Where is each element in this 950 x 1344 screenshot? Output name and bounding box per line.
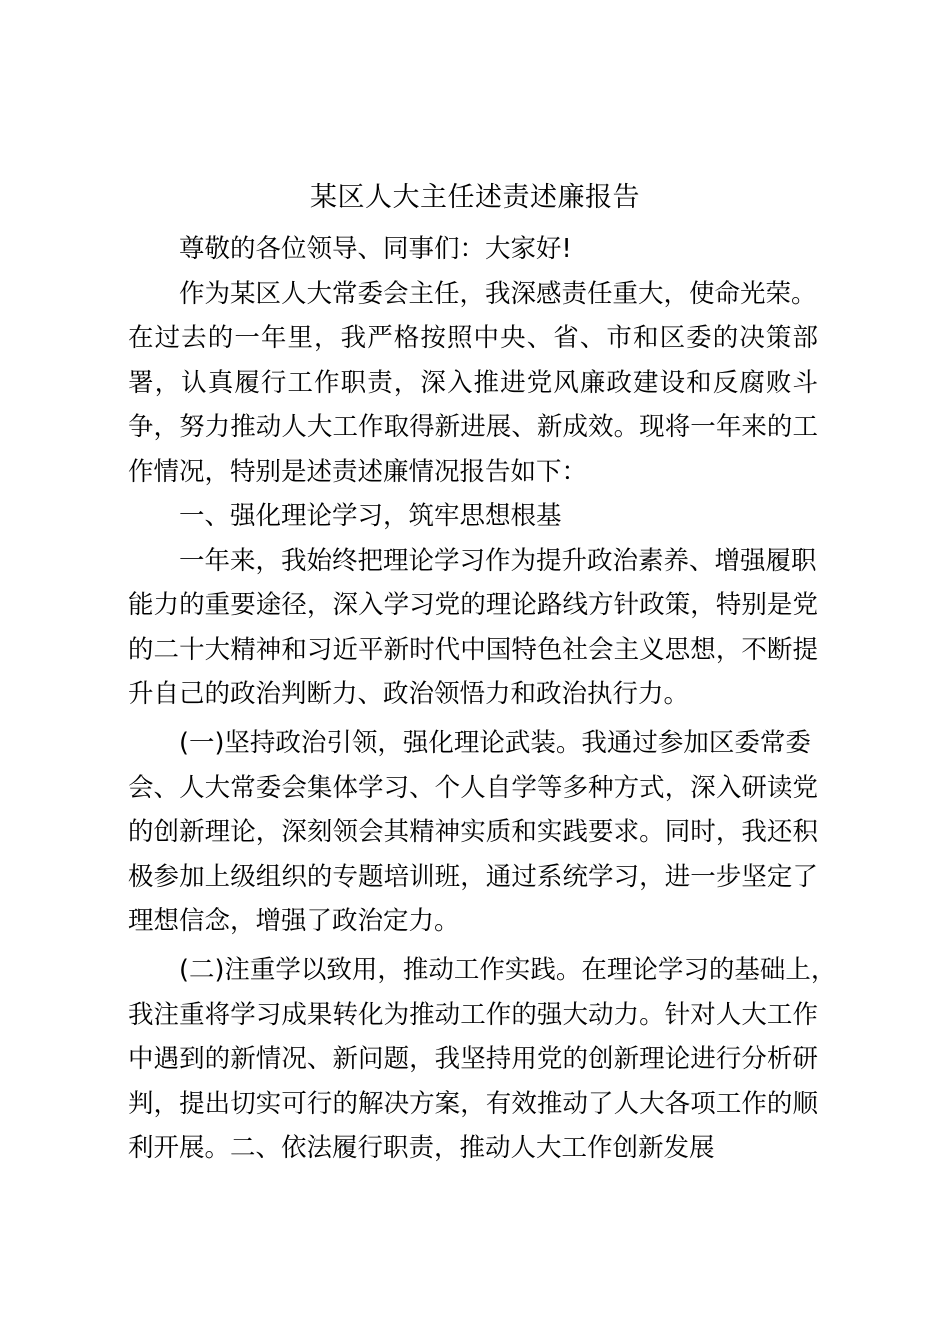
paragraph-line: 署，认真履行工作职责，深入推进党风廉政建设和反腐败斗 xyxy=(128,367,818,398)
section-heading-line: 一、强化理论学习，筑牢思想根基 xyxy=(179,501,562,531)
paragraph-line: 能力的重要途径，深入学习党的理论路线方针政策，特别是党 xyxy=(128,590,818,620)
paragraph-line: 判，提出切实可行的解决方案，有效推动了人大各项工作的顺 xyxy=(128,1088,818,1119)
section-1-paragraph xyxy=(128,539,818,717)
paragraph-line: 一年来，我始终把理论学习作为提升政治素养、增强履职 xyxy=(179,545,817,576)
paragraph-line: 理想信念，增强了政治定力。 xyxy=(128,906,460,936)
document-title: 某区人大主任述责述廉报告 xyxy=(310,182,640,213)
intro-paragraph xyxy=(128,272,818,495)
greeting-paragraph xyxy=(128,227,818,272)
paragraph-line: 争，努力推动人大工作取得新进展、新成效。现将一年来的工 xyxy=(128,412,818,442)
paragraph-line: 升自己的政治判断力、政治领悟力和政治执行力。 xyxy=(128,679,690,709)
paragraph-line: 中遇到的新情况、新问题，我坚持用党的创新理论进行分析研 xyxy=(128,1044,818,1074)
paragraph-line: 极参加上级组织的专题培训班，通过系统学习，进一步坚定了 xyxy=(128,861,818,892)
paragraph-line: 作为某区人大常委会主任，我深感责任重大，使命光荣。 xyxy=(179,278,817,309)
subsection-2-paragraph xyxy=(128,948,837,1171)
document-body xyxy=(128,227,837,1171)
paragraph-line: 利开展。二、依法履行职责，推动人大工作创新发展 xyxy=(128,1133,715,1163)
paragraph-line: 会、人大常委会集体学习、个人自学等多种方式，深入研读党 xyxy=(128,772,818,803)
paragraph-line: 在过去的一年里，我严格按照中央、省、市和区委的决策部 xyxy=(128,323,818,353)
paragraph-line: 我注重将学习成果转化为推动工作的强大动力。针对人大工作 xyxy=(128,999,818,1030)
paragraph-line: 的二十大精神和习近平新时代中国特色社会主义思想，不断提 xyxy=(128,634,818,665)
paragraph-line: 的创新理论，深刻领会其精神实质和实践要求。同时，我还积 xyxy=(128,817,818,847)
paragraph-line: 作情况，特别是述责述廉情况报告如下： xyxy=(128,456,588,487)
paragraph-line: (一)坚持政治引领，强化理论武装。我通过参加区委常委 xyxy=(179,728,811,758)
greeting-line: 尊敬的各位领导、同事们：大家好! xyxy=(179,234,572,264)
subsection-1-paragraph xyxy=(128,721,818,944)
paragraph-line: (二)注重学以致用，推动工作实践。在理论学习的基础上， xyxy=(179,955,837,985)
section-heading-1 xyxy=(128,494,818,539)
